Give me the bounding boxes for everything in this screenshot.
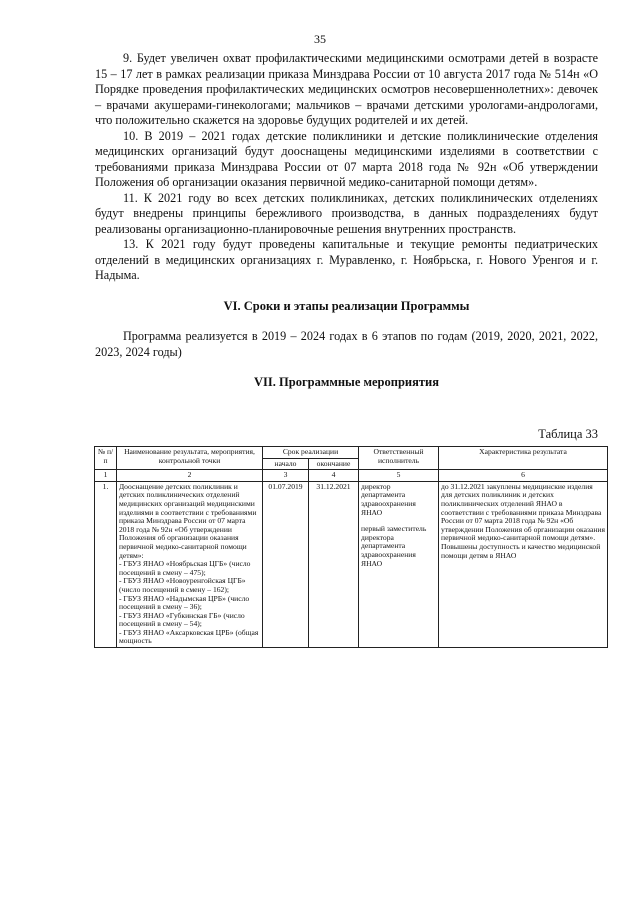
header-executor: Ответственный исполнитель — [359, 447, 439, 470]
paragraph-11: 11. К 2021 году во всех детских поликлиниках, детских поликлинических отделениях будут внедрены принципы бережливого производства, в данных подразделениях будут реализованы организационно-планировочные решения внутренних пространств. — [95, 190, 598, 236]
executor-1: директор департамента здравоохранения ЯНАО — [361, 481, 416, 517]
column-number-row — [95, 470, 608, 482]
column-number: 5 — [359, 470, 439, 482]
paragraph-9: 9. Будет увеличен охват профилактическими медицинскими осмотрами детей в возрасте 15 – 17 лет в рамках реализации приказа Минздрава России от 10 августа 2017 года № 514н «О Порядке проведения профилактических медицинских осмотров несовершеннолетних»: девочек – врачами акушерами-гинекологами; мальчиков – врачами детскими урологами-андрологами, что положительно скажется на здоровье будущих родителей и их детей. — [95, 51, 598, 127]
header-start: начало — [263, 458, 309, 470]
section-6-text: Программа реализуется в 2019 – 2024 годах в 6 этапов по годам (2019, 2020, 2021, 2022, 2023, 2024 годы) — [95, 329, 598, 359]
program-table — [94, 446, 608, 648]
table-row — [95, 481, 608, 647]
table-header-row — [95, 447, 608, 459]
header-term: Срок реализации — [263, 447, 359, 459]
page-number: 35 — [314, 32, 326, 46]
section-6-title: VI. Сроки и этапы реализации Программы — [223, 298, 470, 313]
executor-2: первый заместитель директора департамента здравоохранения ЯНАО — [361, 524, 427, 568]
row-end-date: 31.12.2021 — [309, 481, 359, 647]
paragraph-13: 13. К 2021 году будут проведены капитальные и текущие ремонты педиатрических отделений в медицинских организациях г. Муравленко, г. Ноябрьска, г. Нового Уренгоя и г. Надыма. — [95, 237, 598, 282]
row-name-line: - ГБУЗ ЯНАО «Ноябрьская ЦГБ» (число посещений в смену – 475); — [119, 559, 251, 577]
row-name-line: - ГБУЗ ЯНАО «Губкинская ГБ» (число посещений в смену – 54); — [119, 610, 245, 629]
header-num: № п/п — [95, 447, 117, 470]
row-result: до 31.12.2021 закуплены медицинские изделия для детских поликлиник и детских поликлинических отделений ЯНАО в соответствии с требованиями приказа Минздрава России от 07 марта 2018 года № 92н «Об утверждении Положения об организации оказания первичной медико-санитарной помощи детям». Повышены доступность и качество медицинской помощи детям в ЯНАО — [439, 481, 608, 647]
row-name-line: - ГБУЗ ЯНАО «Аксарковская ЦРБ» (общая мощность — [119, 627, 259, 646]
column-number: 1 — [95, 470, 117, 482]
row-name-line: - ГБУЗ ЯНАО «Новоуренгойская ЦГБ» (число посещений в смену – 162); — [119, 576, 246, 594]
row-name-line: Дооснащение детских поликлиник и детских поликлинических отделений медицинских организаций медицинскими изделиями в соответствии с требованиями приказа Минздрава России от 07 марта 2018 года № 92н «Об утверждении Положения об организации оказания первичной медико-санитарной помощи детям»: — [119, 481, 257, 560]
table-label: Таблица 33 — [538, 427, 598, 441]
body-text — [95, 51, 598, 406]
row-name-line: - ГБУЗ ЯНАО «Надымская ЦРБ» (число посещений в смену – 36); — [119, 593, 250, 612]
row-name — [117, 481, 263, 647]
column-number: 4 — [309, 470, 359, 482]
row-num: 1. — [95, 481, 117, 647]
column-number: 3 — [263, 470, 309, 482]
row-executor — [359, 481, 439, 647]
column-number: 6 — [439, 470, 608, 482]
header-result: Характеристика результата — [439, 447, 608, 470]
paragraph-10: 10. В 2019 – 2021 годах детские поликлиники и детские поликлинические отделения медицинских организаций будут дооснащены медицинскими изделиями в соответствии с требованиями приказа Минздрава России от 07 марта 2018 года № 92н «Об утверждении Положения об организации оказания первичной медико-санитарной помощи детям». — [95, 128, 598, 189]
header-name: Наименование результата, мероприятия, контрольной точки — [117, 447, 263, 470]
header-end: окончание — [309, 458, 359, 470]
column-number: 2 — [117, 470, 263, 482]
row-start-date: 01.07.2019 — [263, 481, 309, 647]
section-7-title: VII. Программные мероприятия — [254, 375, 439, 389]
